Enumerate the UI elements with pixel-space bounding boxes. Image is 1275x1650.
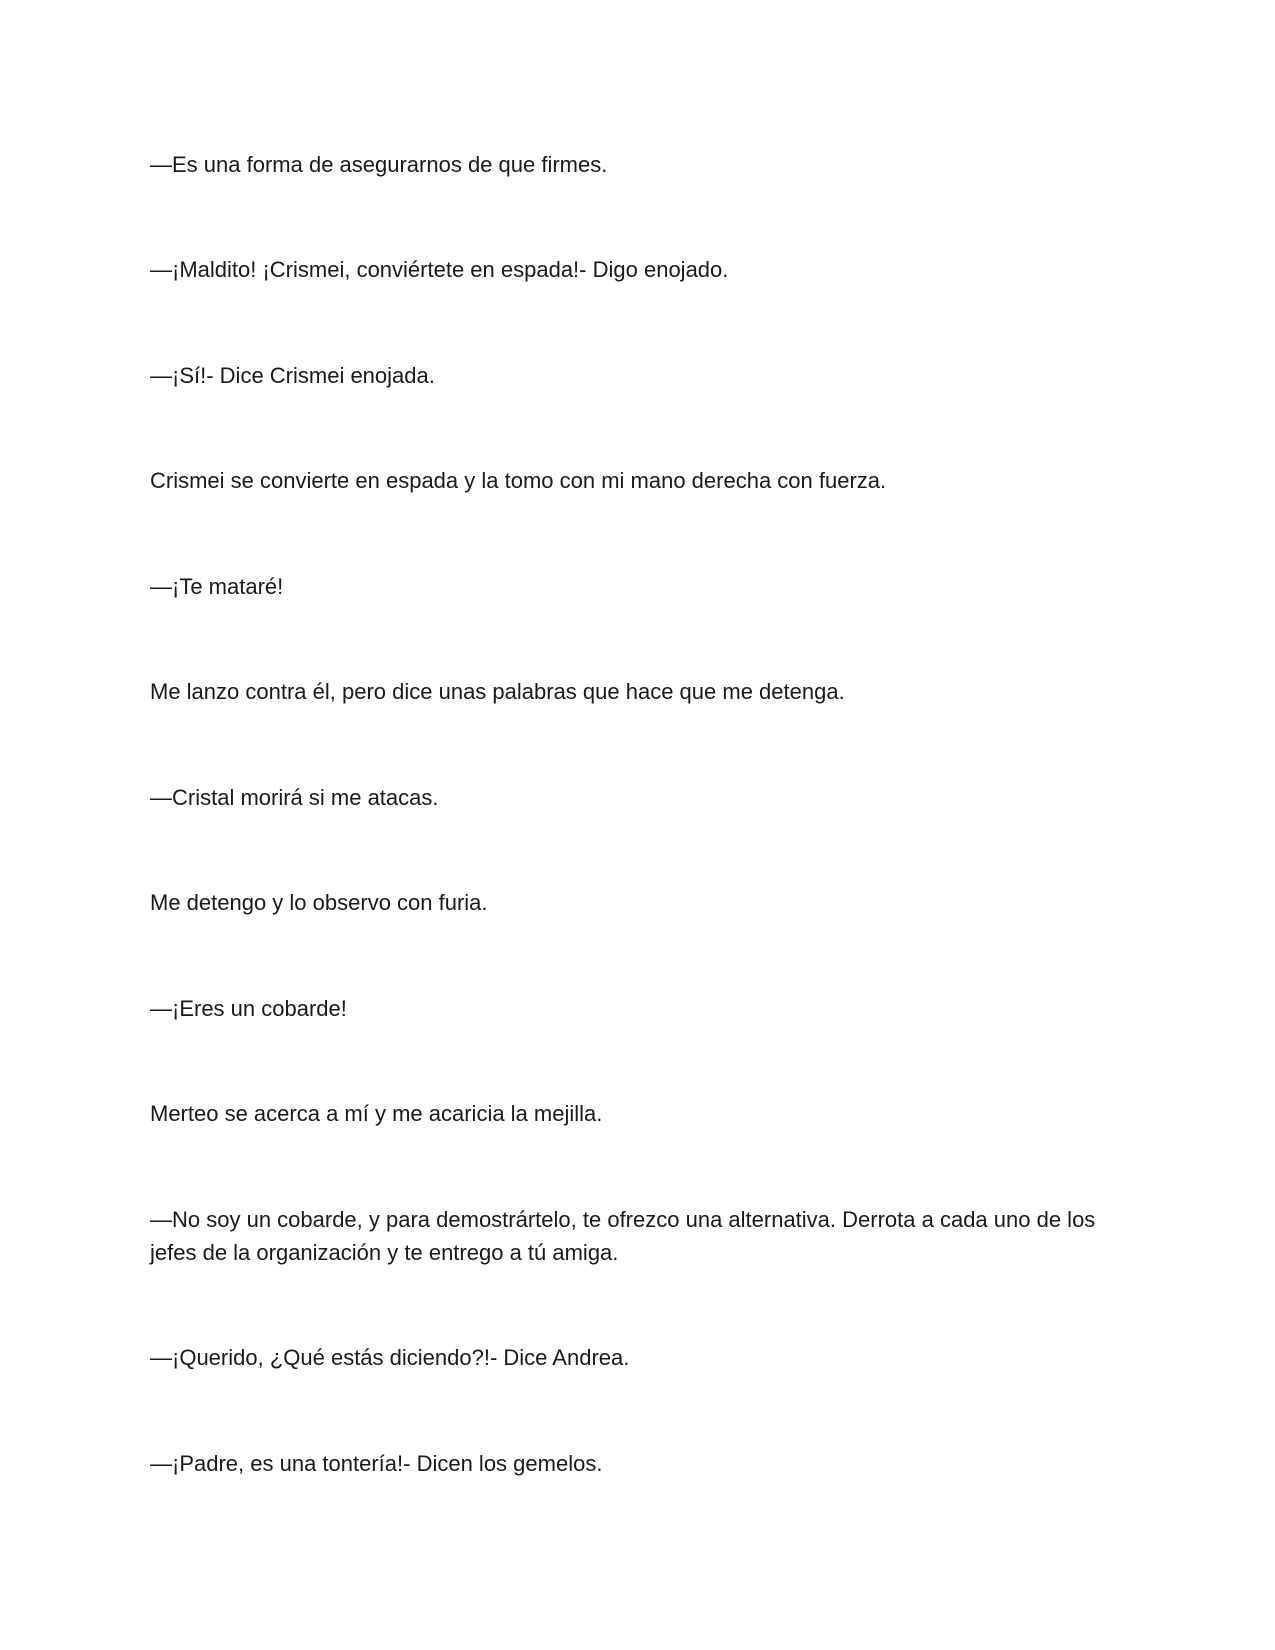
paragraph: —¡Eres un cobarde! [150, 996, 347, 1021]
paragraph: —No soy un cobarde, y para demostrártelo, te ofrezco una alternativa. Derrota a cada uno de los jefes de la organización y te entrego a tú amiga. [150, 1207, 1096, 1265]
paragraph: —¡Querido, ¿Qué estás diciendo?!- Dice Andrea. [150, 1345, 630, 1370]
paragraph: Merteo se acerca a mí y me acaricia la mejilla. [150, 1101, 603, 1126]
paragraph: —¡Te mataré! [150, 574, 284, 599]
paragraph: —¡Padre, es una tontería!- Dicen los gemelos. [150, 1451, 603, 1476]
paragraph: —¡Maldito! ¡Crismei, conviértete en espada!- Digo enojado. [150, 257, 729, 282]
paragraph: Crismei se convierte en espada y la tomo con mi mano derecha con fuerza. [150, 468, 887, 493]
paragraph: —Es una forma de asegurarnos de que firmes. [150, 152, 608, 177]
paragraph: Me detengo y lo observo con furia. [150, 890, 488, 915]
paragraph: —¡Sí!- Dice Crismei enojada. [150, 363, 435, 388]
paragraph: —Cristal morirá si me atacas. [150, 785, 439, 810]
paragraph: Me lanzo contra él, pero dice unas palabras que hace que me detenga. [150, 679, 845, 704]
